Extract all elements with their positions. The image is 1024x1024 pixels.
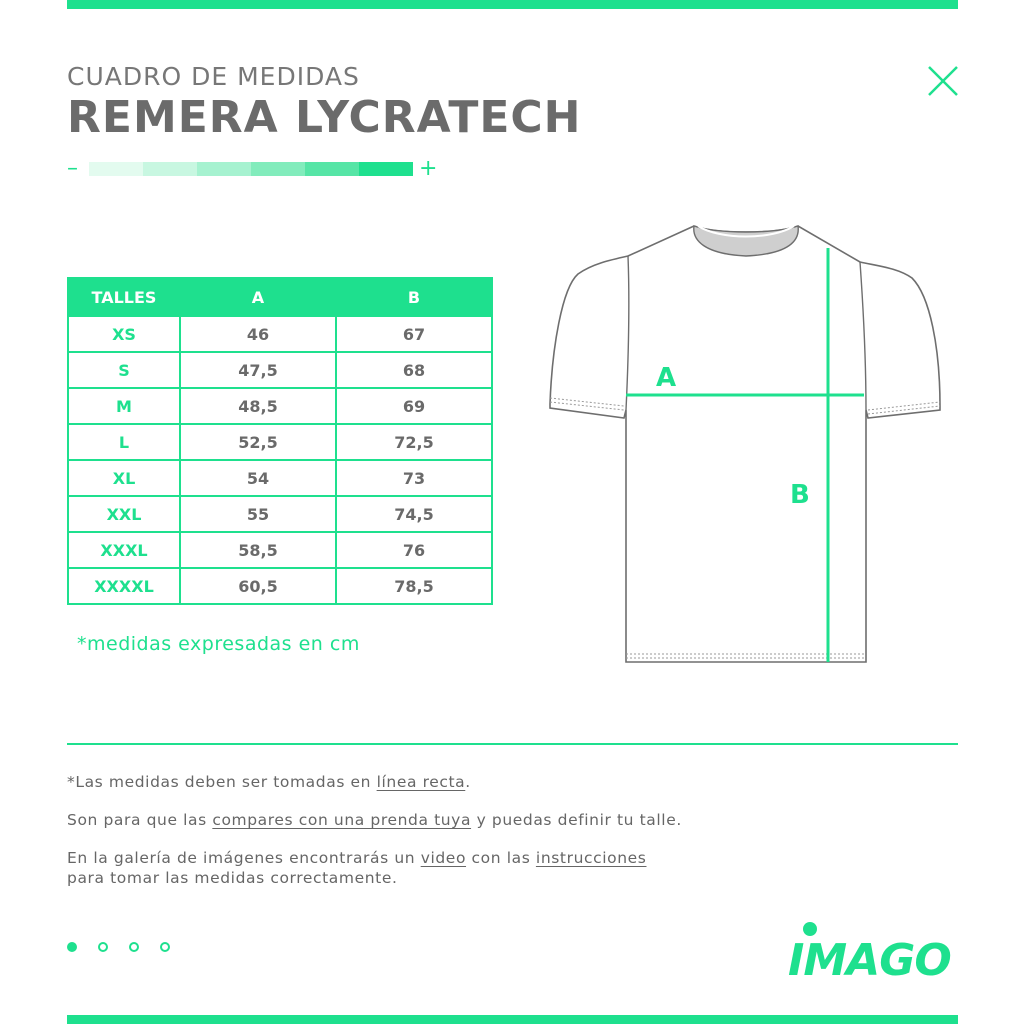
measure-a: 55 [180,496,336,532]
scale-segment [251,162,305,176]
close-icon [924,62,962,100]
measure-a: 47,5 [180,352,336,388]
size-label: XXXL [68,532,180,568]
info-line-4: para tomar las medidas correctamente. [67,869,398,887]
label-b: B [790,480,810,510]
table-header-row [68,278,492,316]
close-button[interactable] [924,62,962,100]
table-row [68,424,492,460]
pagination-dot[interactable] [160,942,170,952]
measure-b: 67 [336,316,492,352]
measure-b: 72,5 [336,424,492,460]
size-table [67,277,493,605]
scale-plus: + [419,156,438,181]
measure-b: 76 [336,532,492,568]
size-label: S [68,352,180,388]
imago-logo [786,920,960,978]
size-label: XL [68,460,180,496]
measure-b: 74,5 [336,496,492,532]
scale-segment [305,162,359,176]
pagination-dot[interactable] [129,942,139,952]
link-compares[interactable]: compares con una prenda tuya [212,811,472,829]
info-line-2: Son para que las compares con una prenda tuya y puedas definir tu talle. [67,811,682,829]
table-row [68,532,492,568]
scale-segment [197,162,251,176]
table-row [68,568,492,604]
scale-segment [143,162,197,176]
size-label: XS [68,316,180,352]
size-label: L [68,424,180,460]
label-a: A [656,363,677,393]
page-subtitle: CUADRO DE MEDIDAS [67,62,360,91]
bottom-accent-bar [67,1015,958,1024]
table-row [68,460,492,496]
page-title: REMERA LYCRATECH [67,92,582,143]
tshirt-diagram [548,218,942,666]
header-b: B [336,278,492,316]
logo-dot [803,922,817,936]
pagination-dot[interactable] [98,942,108,952]
link-instrucciones[interactable]: instrucciones [535,849,647,867]
header-talles: TALLES [68,278,180,316]
link-linea-recta[interactable]: línea recta [376,773,466,791]
top-accent-bar [67,0,958,9]
tshirt-outline [550,226,940,662]
measure-b: 69 [336,388,492,424]
scale-minus: – [67,156,78,181]
scale-segment [89,162,143,176]
measure-a: 54 [180,460,336,496]
pagination-dot[interactable] [67,942,77,952]
table-row [68,388,492,424]
measure-b: 73 [336,460,492,496]
header-a: A [180,278,336,316]
link-video[interactable]: video [420,849,467,867]
measure-b: 68 [336,352,492,388]
measure-a: 52,5 [180,424,336,460]
table-row [68,352,492,388]
fit-scale [67,158,447,184]
table-row [68,496,492,532]
section-divider [67,743,958,745]
measure-a: 46 [180,316,336,352]
info-line-1: *Las medidas deben ser tomadas en línea recta. [67,773,471,791]
info-line-3: En la galería de imágenes encontrarás un video con las instrucciones [67,849,647,867]
measure-a: 48,5 [180,388,336,424]
table-row [68,316,492,352]
size-label: XXL [68,496,180,532]
size-label: M [68,388,180,424]
measure-b: 78,5 [336,568,492,604]
scale-segment [359,162,413,176]
units-note: *medidas expresadas en cm [77,633,360,655]
logo-text: IMAGO [788,935,951,978]
measure-a: 58,5 [180,532,336,568]
measure-a: 60,5 [180,568,336,604]
size-label: XXXXL [68,568,180,604]
